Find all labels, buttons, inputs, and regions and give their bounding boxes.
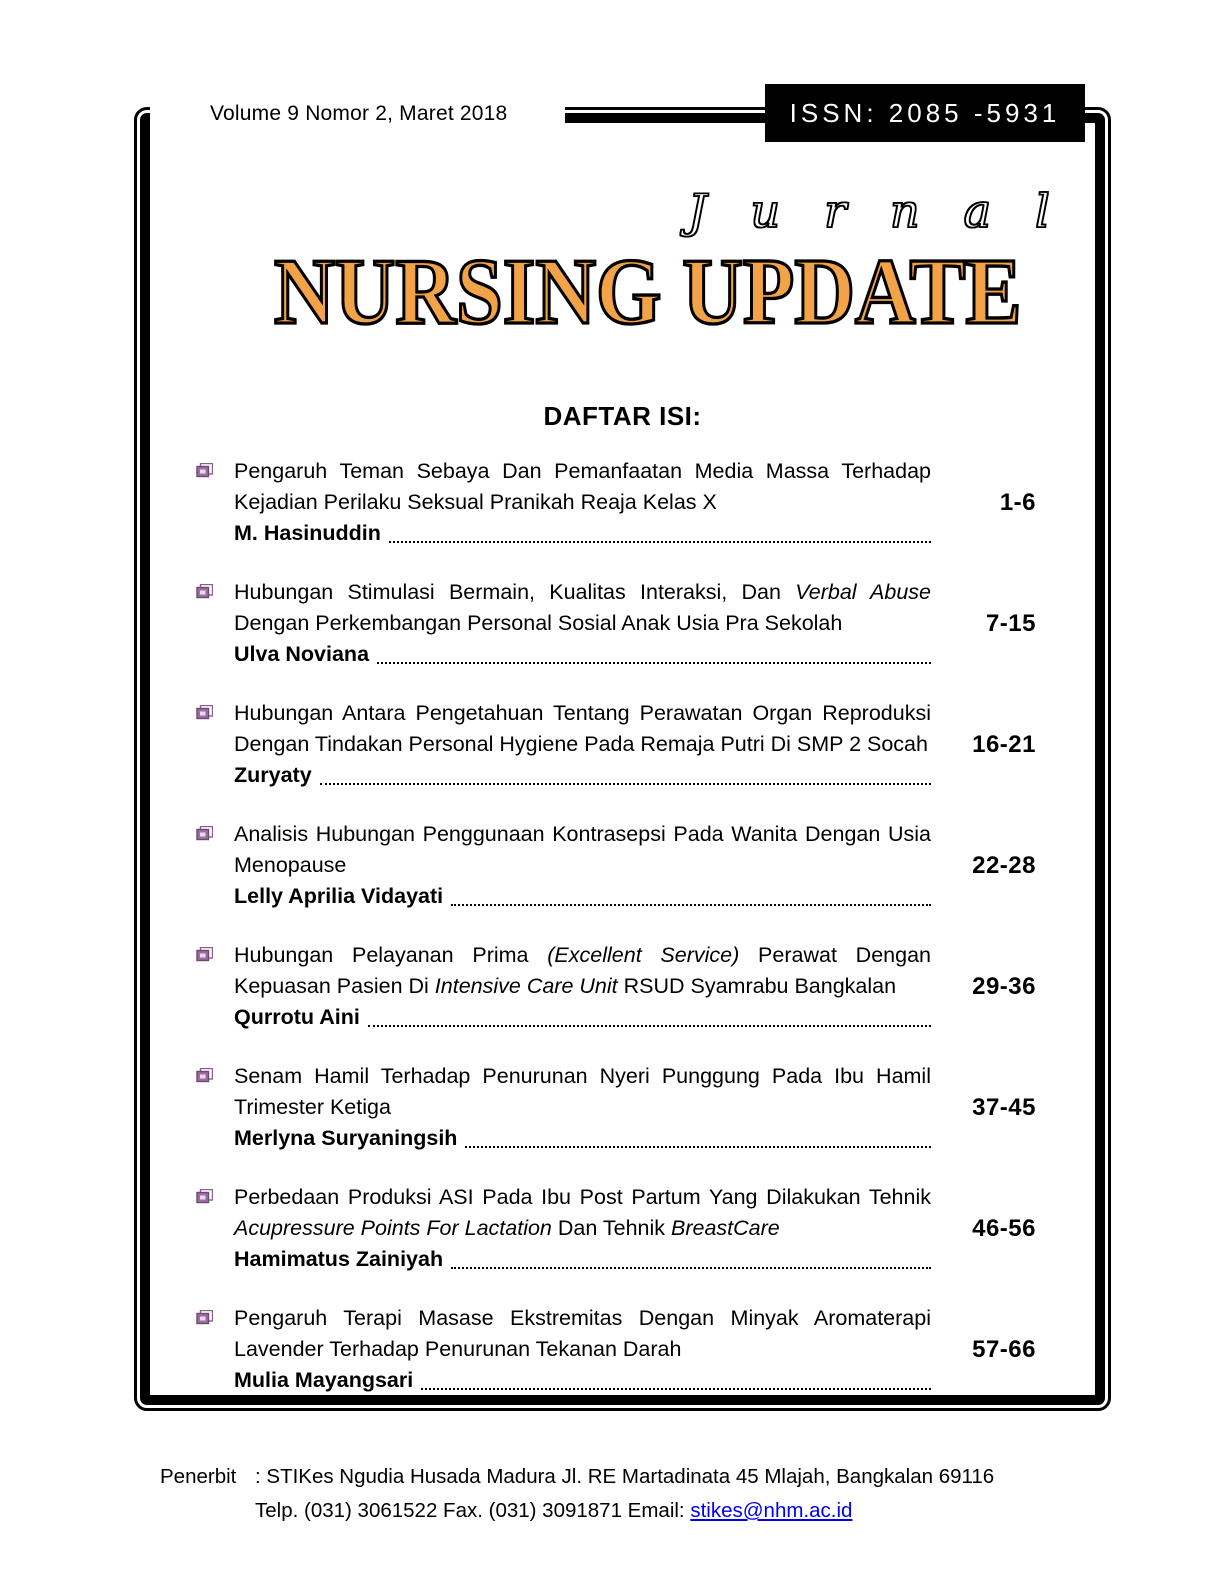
entry-page-range: 7-15 (985, 609, 1036, 637)
entry-title: Senam Hamil Terhadap Penurunan Nyeri Punggung Pada Ibu Hamil Trimester Ketiga (234, 1064, 931, 1119)
square-bullet-icon (196, 947, 213, 963)
publisher-contact (255, 1494, 852, 1528)
square-bullet-icon (196, 826, 213, 842)
journal-main-title: NURSING UPDATE (274, 240, 1022, 345)
dot-leader (320, 783, 931, 785)
footer-indent (160, 1494, 255, 1528)
entry-title: Pengaruh Teman Sebaya Dan Pemanfaatan Media Massa Terhadap Kejadian Perilaku Seksual Pranikah Reaja Kelas X (234, 459, 931, 514)
entry-author: Lelly Aprilia Vidayati (234, 884, 444, 908)
contact-text: Telp. (031) 3061522 Fax. (031) 3091871 Email: (255, 1499, 691, 1522)
entry-page-range: 57-66 (972, 1335, 1036, 1363)
dot-leader (377, 662, 931, 664)
issn-badge (765, 84, 1085, 142)
entry-page-range: 1-6 (999, 488, 1036, 516)
dot-leader (421, 1388, 931, 1390)
dot-leader (451, 1267, 931, 1269)
entry-page-range: 22-28 (972, 851, 1036, 879)
journal-script-title: Jurnal (688, 184, 1094, 238)
email-link[interactable]: stikes@nhm.ac.id (690, 1499, 853, 1522)
toc-entry (196, 698, 1062, 791)
issn-text: ISSN: 2085 -5931 (789, 97, 1061, 128)
entry-author: M. Hasinuddin (234, 521, 381, 545)
publisher-footer (160, 1460, 994, 1528)
toc-heading: DAFTAR ISI: (543, 401, 702, 431)
dot-leader (368, 1025, 931, 1027)
toc-list (196, 456, 1062, 1424)
square-bullet-icon (196, 463, 213, 479)
dot-leader (451, 904, 931, 906)
entry-title: Hubungan Stimulasi Bermain, Kualitas Interaksi, Dan Verbal Abuse Dengan Perkembangan Personal Sosial Anak Usia Pra Sekolah (234, 580, 931, 635)
entry-author: Merlyna Suryaningsih (234, 1126, 458, 1150)
publisher-address: : STIKes Ngudia Husada Madura Jl. RE Martadinata 45 Mlajah, Bangkalan 69116 (255, 1465, 995, 1488)
dot-leader (389, 541, 931, 543)
entry-page-range: 37-45 (972, 1093, 1036, 1121)
toc-entry (196, 1182, 1062, 1275)
entry-author: Mulia Mayangsari (234, 1368, 414, 1392)
entry-author: Zuryaty (234, 763, 312, 787)
entry-author: Qurrotu Aini (234, 1005, 360, 1029)
entry-page-range: 16-21 (972, 730, 1036, 758)
toc-entry (196, 940, 1062, 1033)
entry-title: Analisis Hubungan Penggunaan Kontrasepsi Pada Wanita Dengan Usia Menopause (234, 822, 931, 877)
entry-page-range: 29-36 (972, 972, 1036, 1000)
square-bullet-icon (196, 1068, 213, 1084)
entry-title: Hubungan Pelayanan Prima (Excellent Service) Perawat Dengan Kepuasan Pasien Di Intensive Care Unit RSUD Syamrabu Bangkalan (234, 943, 931, 998)
entry-page-range: 46-56 (972, 1214, 1036, 1242)
publisher-label: Penerbit (160, 1465, 237, 1488)
entry-title: Hubungan Antara Pengetahuan Tentang Perawatan Organ Reproduksi Dengan Tindakan Personal Hygiene Pada Remaja Putri Di SMP 2 Socah (234, 701, 931, 756)
square-bullet-icon (196, 1189, 213, 1205)
toc-entry (196, 577, 1062, 670)
entry-author: Ulva Noviana (234, 642, 370, 666)
volume-line: Volume 9 Nomor 2, Maret 2018 (150, 96, 565, 136)
entry-title: Pengaruh Terapi Masase Ekstremitas Dengan Minyak Aromaterapi Lavender Terhadap Penurunan Tekanan Darah (234, 1306, 931, 1361)
entry-author: Hamimatus Zainiyah (234, 1247, 444, 1271)
square-bullet-icon (196, 584, 213, 600)
toc-entry (196, 1303, 1062, 1396)
toc-entry (196, 819, 1062, 912)
entry-title: Perbedaan Produksi ASI Pada Ibu Post Partum Yang Dilakukan Tehnik Acupressure Points For Lactation Dan Tehnik BreastCare (234, 1185, 931, 1240)
square-bullet-icon (196, 705, 213, 721)
square-bullet-icon (196, 1310, 213, 1326)
toc-entry (196, 456, 1062, 549)
dot-leader (465, 1146, 931, 1148)
toc-entry (196, 1061, 1062, 1154)
